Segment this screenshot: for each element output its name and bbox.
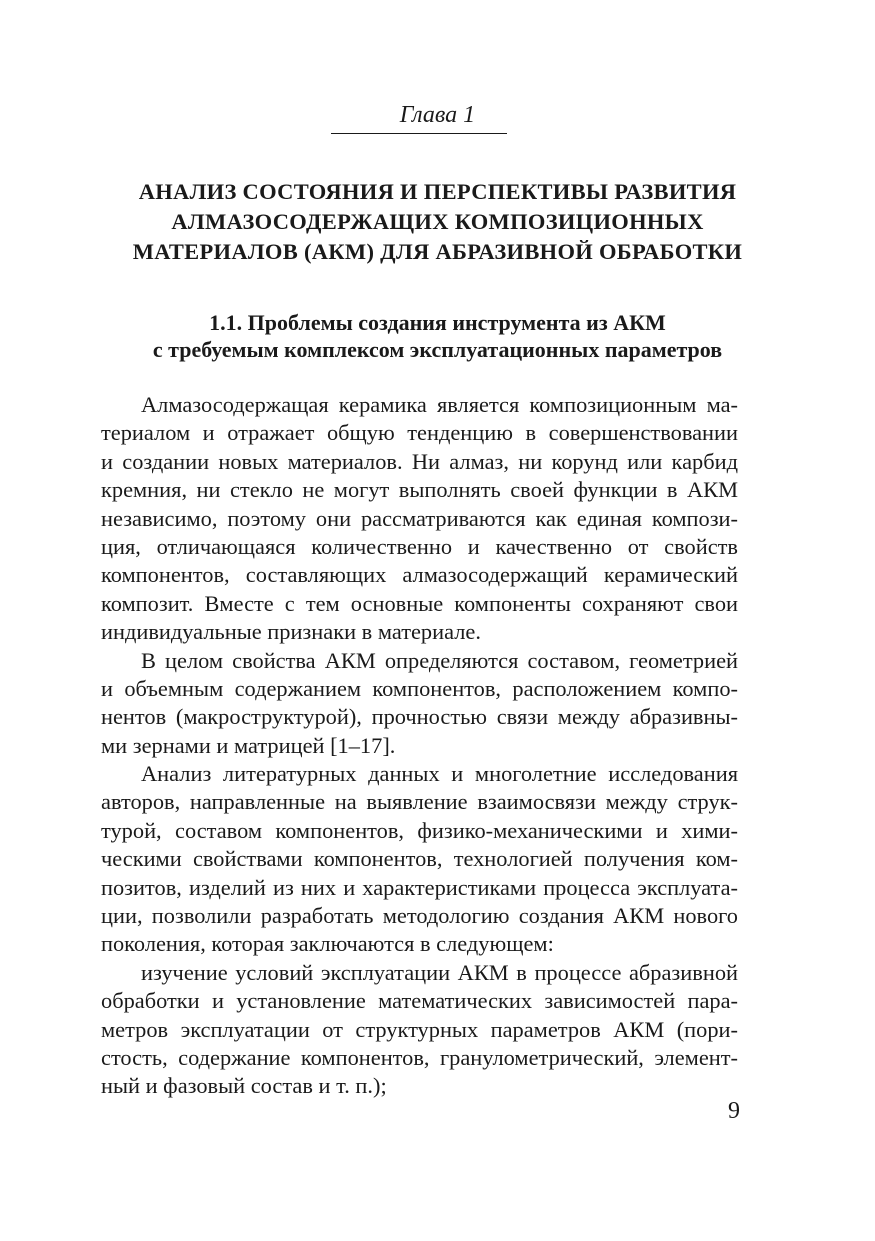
text-line: обработки и установление математических зависимостей пара-: [101, 988, 738, 1014]
text-line: независимо, поэтому они рассматриваются как единая компози-: [101, 505, 738, 531]
paragraph: [101, 959, 738, 1101]
chapter-title-line: МАТЕРИАЛОВ (АКМ) ДЛЯ АБРАЗИВНОЙ ОБРАБОТКИ: [132, 239, 743, 264]
text-line: Анализ литературных данных и многолетние исследования: [141, 761, 738, 787]
text-line: ция, отличающаяся количественно и качественно от свойств: [101, 533, 738, 559]
section-title: [95, 309, 780, 363]
text-line: и объемным содержанием компонентов, расположением компо-: [101, 675, 738, 701]
chapter-title: [95, 177, 780, 267]
text-line: ческими свойствами компонентов, технологией получения ком-: [101, 846, 738, 872]
chapter-underline: [331, 133, 507, 134]
text-line: кремния, ни стекло не могут выполнять своей функции в АКМ: [101, 477, 738, 503]
text-line: поколения, которая заключаются в следующем:: [101, 931, 554, 957]
text-line: компонентов, составляющих алмазосодержащий керамический: [101, 562, 738, 588]
text-line: стость, содержание компонентов, гранулометрический, элемент-: [101, 1044, 738, 1070]
text-line: В целом свойства АКМ определяются составом, геометрией: [141, 647, 738, 673]
text-line: композит. Вместе с тем основные компоненты сохраняют свои: [101, 590, 738, 616]
text-line: метров эксплуатации от структурных параметров АКМ (пори-: [101, 1016, 738, 1042]
text-line: териалом и отражает общую тенденцию в совершенствовании: [101, 420, 738, 446]
text-line: Алмазосодержащая керамика является композиционным ма-: [141, 392, 738, 417]
chapter-title-line: АНАЛИЗ СОСТОЯНИЯ И ПЕРСПЕКТИВЫ РАЗВИТИЯ: [138, 179, 737, 204]
chapter-title-line: АЛМАЗОСОДЕРЖАЩИХ КОМПОЗИЦИОННЫХ: [171, 209, 704, 234]
paragraph: [101, 647, 738, 761]
text-line: ми зернами и матрицей [1–17].: [101, 732, 396, 758]
text-line: нентов (макроструктурой), прочностью связи между абразивны-: [101, 704, 738, 730]
text-line: авторов, направленные на выявление взаимосвязи между струк-: [101, 789, 738, 815]
section-title-line: с требуемым комплексом эксплуатационных параметров: [152, 337, 723, 362]
text-line: изучение условий эксплуатации АКМ в процессе абразивной: [141, 959, 738, 985]
text-line: и создании новых материалов. Ни алмаз, ни корунд или карбид: [101, 448, 738, 474]
paragraph: [101, 760, 738, 959]
text-line: индивидуальные признаки в материале.: [101, 619, 481, 645]
text-line: позитов, изделий из них и характеристиками процесса эксплуата-: [101, 874, 738, 900]
chapter-label: Глава 1: [399, 102, 476, 128]
text-line: ции, позволили разработать методологию создания АКМ нового: [101, 903, 738, 929]
body-text: [101, 391, 738, 1101]
text-line: ный и фазовый состав и т. п.);: [101, 1073, 387, 1099]
paragraph: [101, 391, 738, 647]
section-title-line: 1.1. Проблемы создания инструмента из АКМ: [209, 310, 666, 335]
text-line: турой, составом компонентов, физико-механическими и хими-: [101, 817, 738, 843]
page-number: 9: [728, 1098, 740, 1124]
